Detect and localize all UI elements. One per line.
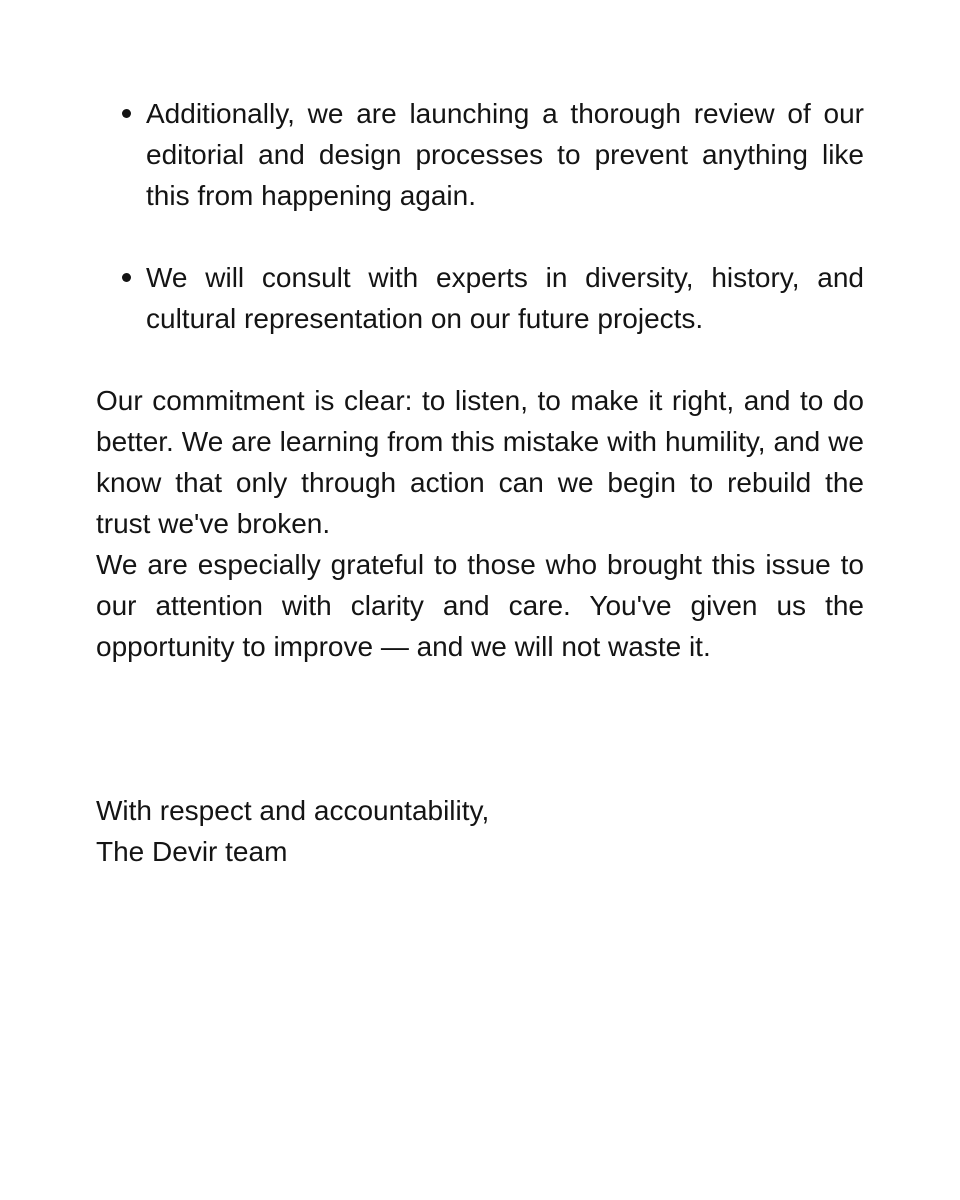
bullet-text: We will consult with experts in diversity, history, and cultural representation on our future projects. [146, 262, 864, 334]
commitment-paragraph: Our commitment is clear: to listen, to make it right, and to do better. We are learning from this mistake with humility, and we know that only through action can we begin to rebuild the trust we've broken. [96, 385, 864, 539]
bullet-icon [122, 109, 131, 118]
bullet-icon [122, 273, 131, 282]
closing-line: With respect and accountability, [96, 795, 490, 826]
list-item [96, 93, 864, 216]
gratitude-paragraph: We are especially grateful to those who brought this issue to our attention with clarity and care. You've given us the opportunity to improve — and we will not waste it. [96, 549, 864, 662]
letter-body [96, 93, 864, 872]
bullet-list [96, 93, 864, 339]
signature-line: The Devir team [96, 836, 288, 867]
bullet-text: Additionally, we are launching a thorough review of our editorial and design processes to prevent anything like this from happening again. [146, 98, 864, 211]
list-item [96, 257, 864, 339]
signoff [96, 790, 864, 872]
